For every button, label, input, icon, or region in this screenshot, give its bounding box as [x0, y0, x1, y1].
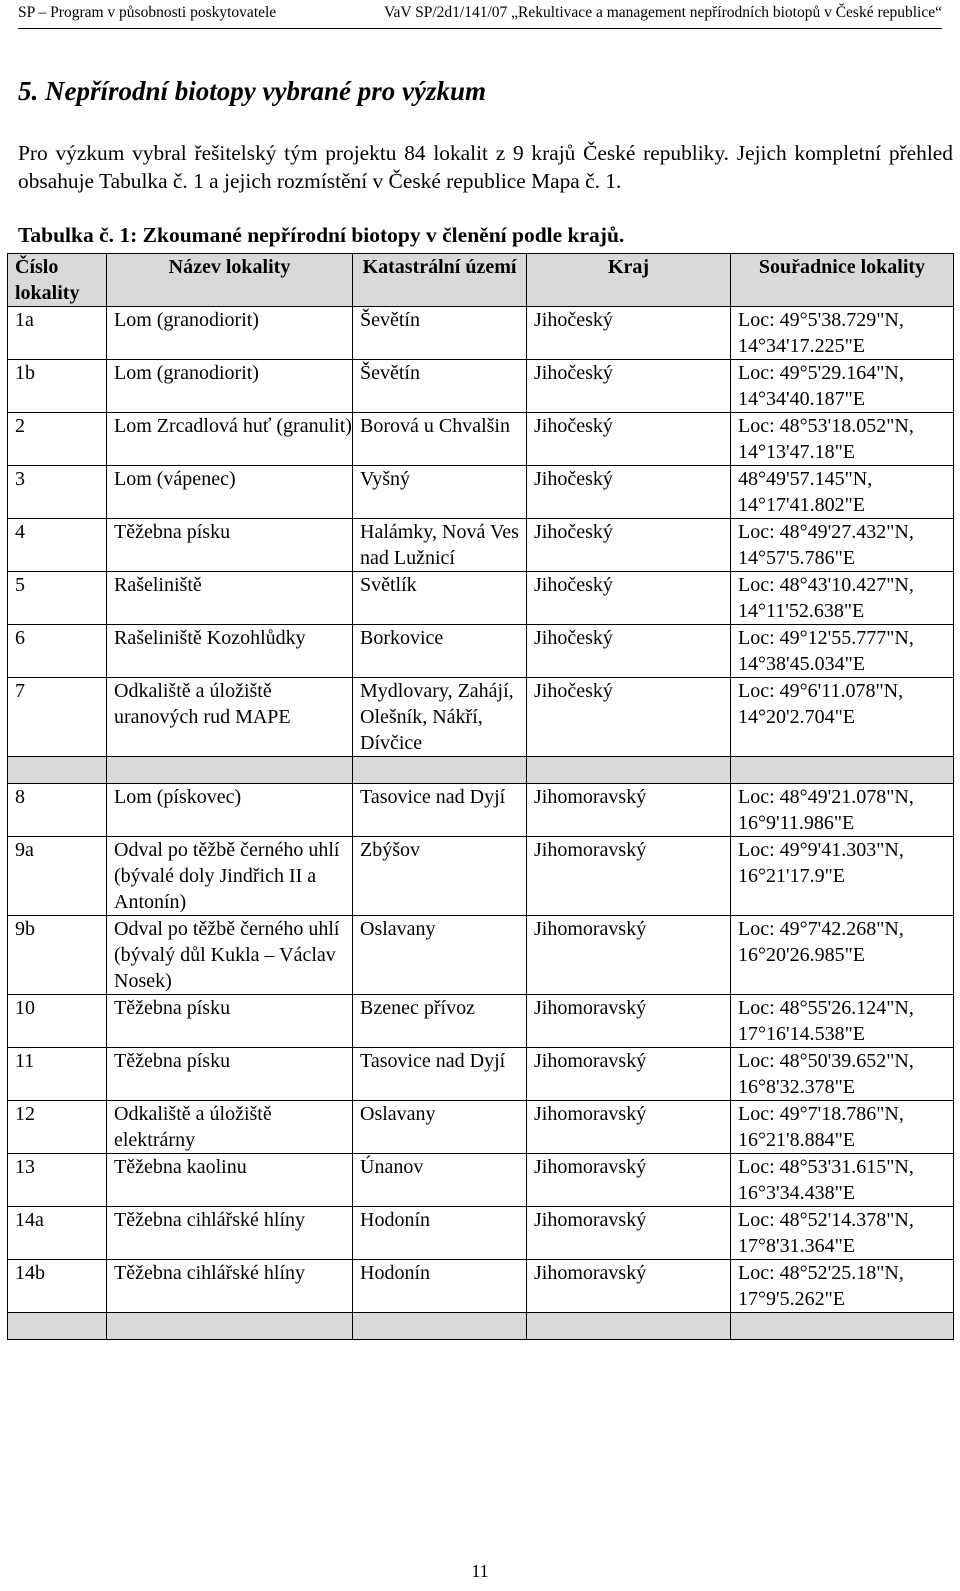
cell-nazev: Lom (granodiorit) — [107, 307, 353, 360]
separator-cell — [353, 757, 527, 784]
cell-nazev: Odkaliště a úložiště uranových rud MAPE — [107, 678, 353, 757]
cell-souradnice: Loc: 48°52'14.378"N, 17°8'31.364"E — [731, 1207, 954, 1260]
cell-cislo: 5 — [8, 572, 107, 625]
cell-katastr: Hodonín — [353, 1207, 527, 1260]
cell-kraj: Jihočeský — [527, 678, 731, 757]
cell-nazev: Lom Zrcadlová huť (granulit) — [107, 413, 353, 466]
cell-cislo: 1a — [8, 307, 107, 360]
cell-kraj: Jihomoravský — [527, 916, 731, 995]
cell-kraj: Jihomoravský — [527, 784, 731, 837]
header-kraj: Kraj — [527, 254, 731, 307]
cell-cislo: 4 — [8, 519, 107, 572]
region-separator-row — [8, 757, 954, 784]
cell-kraj: Jihomoravský — [527, 1207, 731, 1260]
cell-cislo: 12 — [8, 1101, 107, 1154]
table-row — [8, 1048, 954, 1101]
cell-souradnice: Loc: 49°5'29.164"N, 14°34'40.187"E — [731, 360, 954, 413]
cell-souradnice: Loc: 49°5'38.729"N, 14°34'17.225"E — [731, 307, 954, 360]
table-row — [8, 1101, 954, 1154]
table-row — [8, 307, 954, 360]
cell-cislo: 14b — [8, 1260, 107, 1313]
cell-katastr: Tasovice nad Dyjí — [353, 784, 527, 837]
header-souradnice: Souřadnice lokality — [731, 254, 954, 307]
table-row — [8, 519, 954, 572]
cell-kraj: Jihomoravský — [527, 1260, 731, 1313]
cell-nazev: Těžebna cihlářské hlíny — [107, 1207, 353, 1260]
cell-katastr: Ševětín — [353, 307, 527, 360]
cell-kraj: Jihočeský — [527, 625, 731, 678]
cell-kraj: Jihomoravský — [527, 1154, 731, 1207]
cell-katastr: Zbýšov — [353, 837, 527, 916]
cell-kraj: Jihočeský — [527, 519, 731, 572]
cell-nazev: Těžebna cihlářské hlíny — [107, 1260, 353, 1313]
separator-cell — [353, 1313, 527, 1340]
cell-cislo: 10 — [8, 995, 107, 1048]
cell-nazev: Odval po těžbě černého uhlí (bývalé doly Jindřich II a Antonín) — [107, 837, 353, 916]
header-program: SP – Program v působnosti poskytovatele — [18, 4, 277, 21]
cell-nazev: Lom (granodiorit) — [107, 360, 353, 413]
cell-nazev: Těžebna písku — [107, 1048, 353, 1101]
cell-cislo: 13 — [8, 1154, 107, 1207]
header-cislo: Číslo lokality — [8, 254, 107, 307]
separator-cell — [731, 1313, 954, 1340]
cell-katastr: Bzenec přívoz — [353, 995, 527, 1048]
table-row — [8, 466, 954, 519]
cell-souradnice: Loc: 48°50'39.652"N, 16°8'32.378"E — [731, 1048, 954, 1101]
cell-souradnice: Loc: 48°52'25.18"N, 17°9'5.262"E — [731, 1260, 954, 1313]
separator-cell — [107, 1313, 353, 1340]
cell-nazev: Těžebna písku — [107, 519, 353, 572]
cell-nazev: Rašeliniště — [107, 572, 353, 625]
cell-kraj: Jihočeský — [527, 572, 731, 625]
cell-nazev: Lom (pískovec) — [107, 784, 353, 837]
cell-nazev: Lom (vápenec) — [107, 466, 353, 519]
section-title: 5. Nepřírodní biotopy vybrané pro výzkum — [18, 76, 486, 106]
table-row — [8, 784, 954, 837]
table-header-row — [8, 254, 954, 307]
cell-katastr: Vyšný — [353, 466, 527, 519]
cell-kraj: Jihomoravský — [527, 1101, 731, 1154]
cell-cislo: 2 — [8, 413, 107, 466]
cell-kraj: Jihočeský — [527, 413, 731, 466]
cell-souradnice: Loc: 48°53'31.615"N, 16°3'34.438"E — [731, 1154, 954, 1207]
separator-cell — [107, 757, 353, 784]
cell-souradnice: Loc: 48°43'10.427"N, 14°11'52.638"E — [731, 572, 954, 625]
cell-katastr: Mydlovary, Zahájí, Olešník, Nákří, Dívčice — [353, 678, 527, 757]
cell-cislo: 7 — [8, 678, 107, 757]
cell-cislo: 14a — [8, 1207, 107, 1260]
table-row — [8, 1154, 954, 1207]
cell-souradnice: Loc: 48°49'21.078"N, 16°9'11.986"E — [731, 784, 954, 837]
cell-kraj: Jihočeský — [527, 466, 731, 519]
localities-table — [7, 253, 954, 1340]
intro-paragraph: Pro výzkum vybral řešitelský tým projektu 84 lokalit z 9 krajů České republiky. Jejich kompletní přehled obsahuje Tabulka č. 1 a jejich rozmístění v České republice Mapa č. 1. — [18, 141, 953, 193]
cell-katastr: Světlík — [353, 572, 527, 625]
table-row — [8, 625, 954, 678]
separator-cell — [8, 757, 107, 784]
cell-katastr: Halámky, Nová Ves nad Lužnicí — [353, 519, 527, 572]
cell-souradnice: Loc: 49°7'18.786"N, 16°21'8.884"E — [731, 1101, 954, 1154]
table-row — [8, 916, 954, 995]
cell-kraj: Jihočeský — [527, 360, 731, 413]
cell-katastr: Únanov — [353, 1154, 527, 1207]
cell-souradnice: Loc: 49°9'41.303"N, 16°21'17.9"E — [731, 837, 954, 916]
cell-souradnice: Loc: 49°6'11.078"N, 14°20'2.704"E — [731, 678, 954, 757]
cell-nazev: Odkaliště a úložiště elektrárny — [107, 1101, 353, 1154]
header-katastr: Katastrální území — [353, 254, 527, 307]
region-separator-row — [8, 1313, 954, 1340]
separator-cell — [731, 757, 954, 784]
cell-katastr: Hodonín — [353, 1260, 527, 1313]
cell-souradnice: Loc: 48°53'18.052"N, 14°13'47.18"E — [731, 413, 954, 466]
table-row — [8, 572, 954, 625]
cell-kraj: Jihomoravský — [527, 995, 731, 1048]
separator-cell — [527, 1313, 731, 1340]
page-number: 11 — [471, 1561, 489, 1581]
table-row — [8, 1260, 954, 1313]
table-row — [8, 413, 954, 466]
table-row — [8, 1207, 954, 1260]
cell-cislo: 9b — [8, 916, 107, 995]
cell-katastr: Tasovice nad Dyjí — [353, 1048, 527, 1101]
cell-cislo: 9a — [8, 837, 107, 916]
cell-cislo: 1b — [8, 360, 107, 413]
cell-souradnice: Loc: 49°7'42.268"N, 16°20'26.985"E — [731, 916, 954, 995]
table-caption: Tabulka č. 1: Zkoumané nepřírodní biotopy v členění podle krajů. — [18, 223, 625, 247]
cell-katastr: Borkovice — [353, 625, 527, 678]
cell-katastr: Borová u Chvalšin — [353, 413, 527, 466]
table-row — [8, 837, 954, 916]
cell-souradnice: Loc: 48°49'27.432"N, 14°57'5.786"E — [731, 519, 954, 572]
page-header — [18, 0, 942, 29]
cell-nazev: Odval po těžbě černého uhlí (bývalý důl Kukla – Václav Nosek) — [107, 916, 353, 995]
cell-nazev: Rašeliniště Kozohlůdky — [107, 625, 353, 678]
table-row — [8, 995, 954, 1048]
cell-kraj: Jihočeský — [527, 307, 731, 360]
cell-cislo: 6 — [8, 625, 107, 678]
cell-kraj: Jihomoravský — [527, 837, 731, 916]
cell-souradnice: Loc: 48°55'26.124"N, 17°16'14.538"E — [731, 995, 954, 1048]
cell-nazev: Těžebna písku — [107, 995, 353, 1048]
cell-katastr: Oslavany — [353, 1101, 527, 1154]
cell-katastr: Ševětín — [353, 360, 527, 413]
header-project: VaV SP/2d1/141/07 „Rekultivace a management nepřírodních biotopů v České republice“ — [383, 4, 942, 21]
separator-cell — [527, 757, 731, 784]
cell-kraj: Jihomoravský — [527, 1048, 731, 1101]
separator-cell — [8, 1313, 107, 1340]
cell-cislo: 11 — [8, 1048, 107, 1101]
cell-nazev: Těžebna kaolinu — [107, 1154, 353, 1207]
cell-cislo: 3 — [8, 466, 107, 519]
cell-cislo: 8 — [8, 784, 107, 837]
cell-souradnice: Loc: 49°12'55.777"N, 14°38'45.034"E — [731, 625, 954, 678]
table-row — [8, 360, 954, 413]
header-nazev: Název lokality — [107, 254, 353, 307]
table-row — [8, 678, 954, 757]
cell-katastr: Oslavany — [353, 916, 527, 995]
cell-souradnice: 48°49'57.145"N, 14°17'41.802"E — [731, 466, 954, 519]
